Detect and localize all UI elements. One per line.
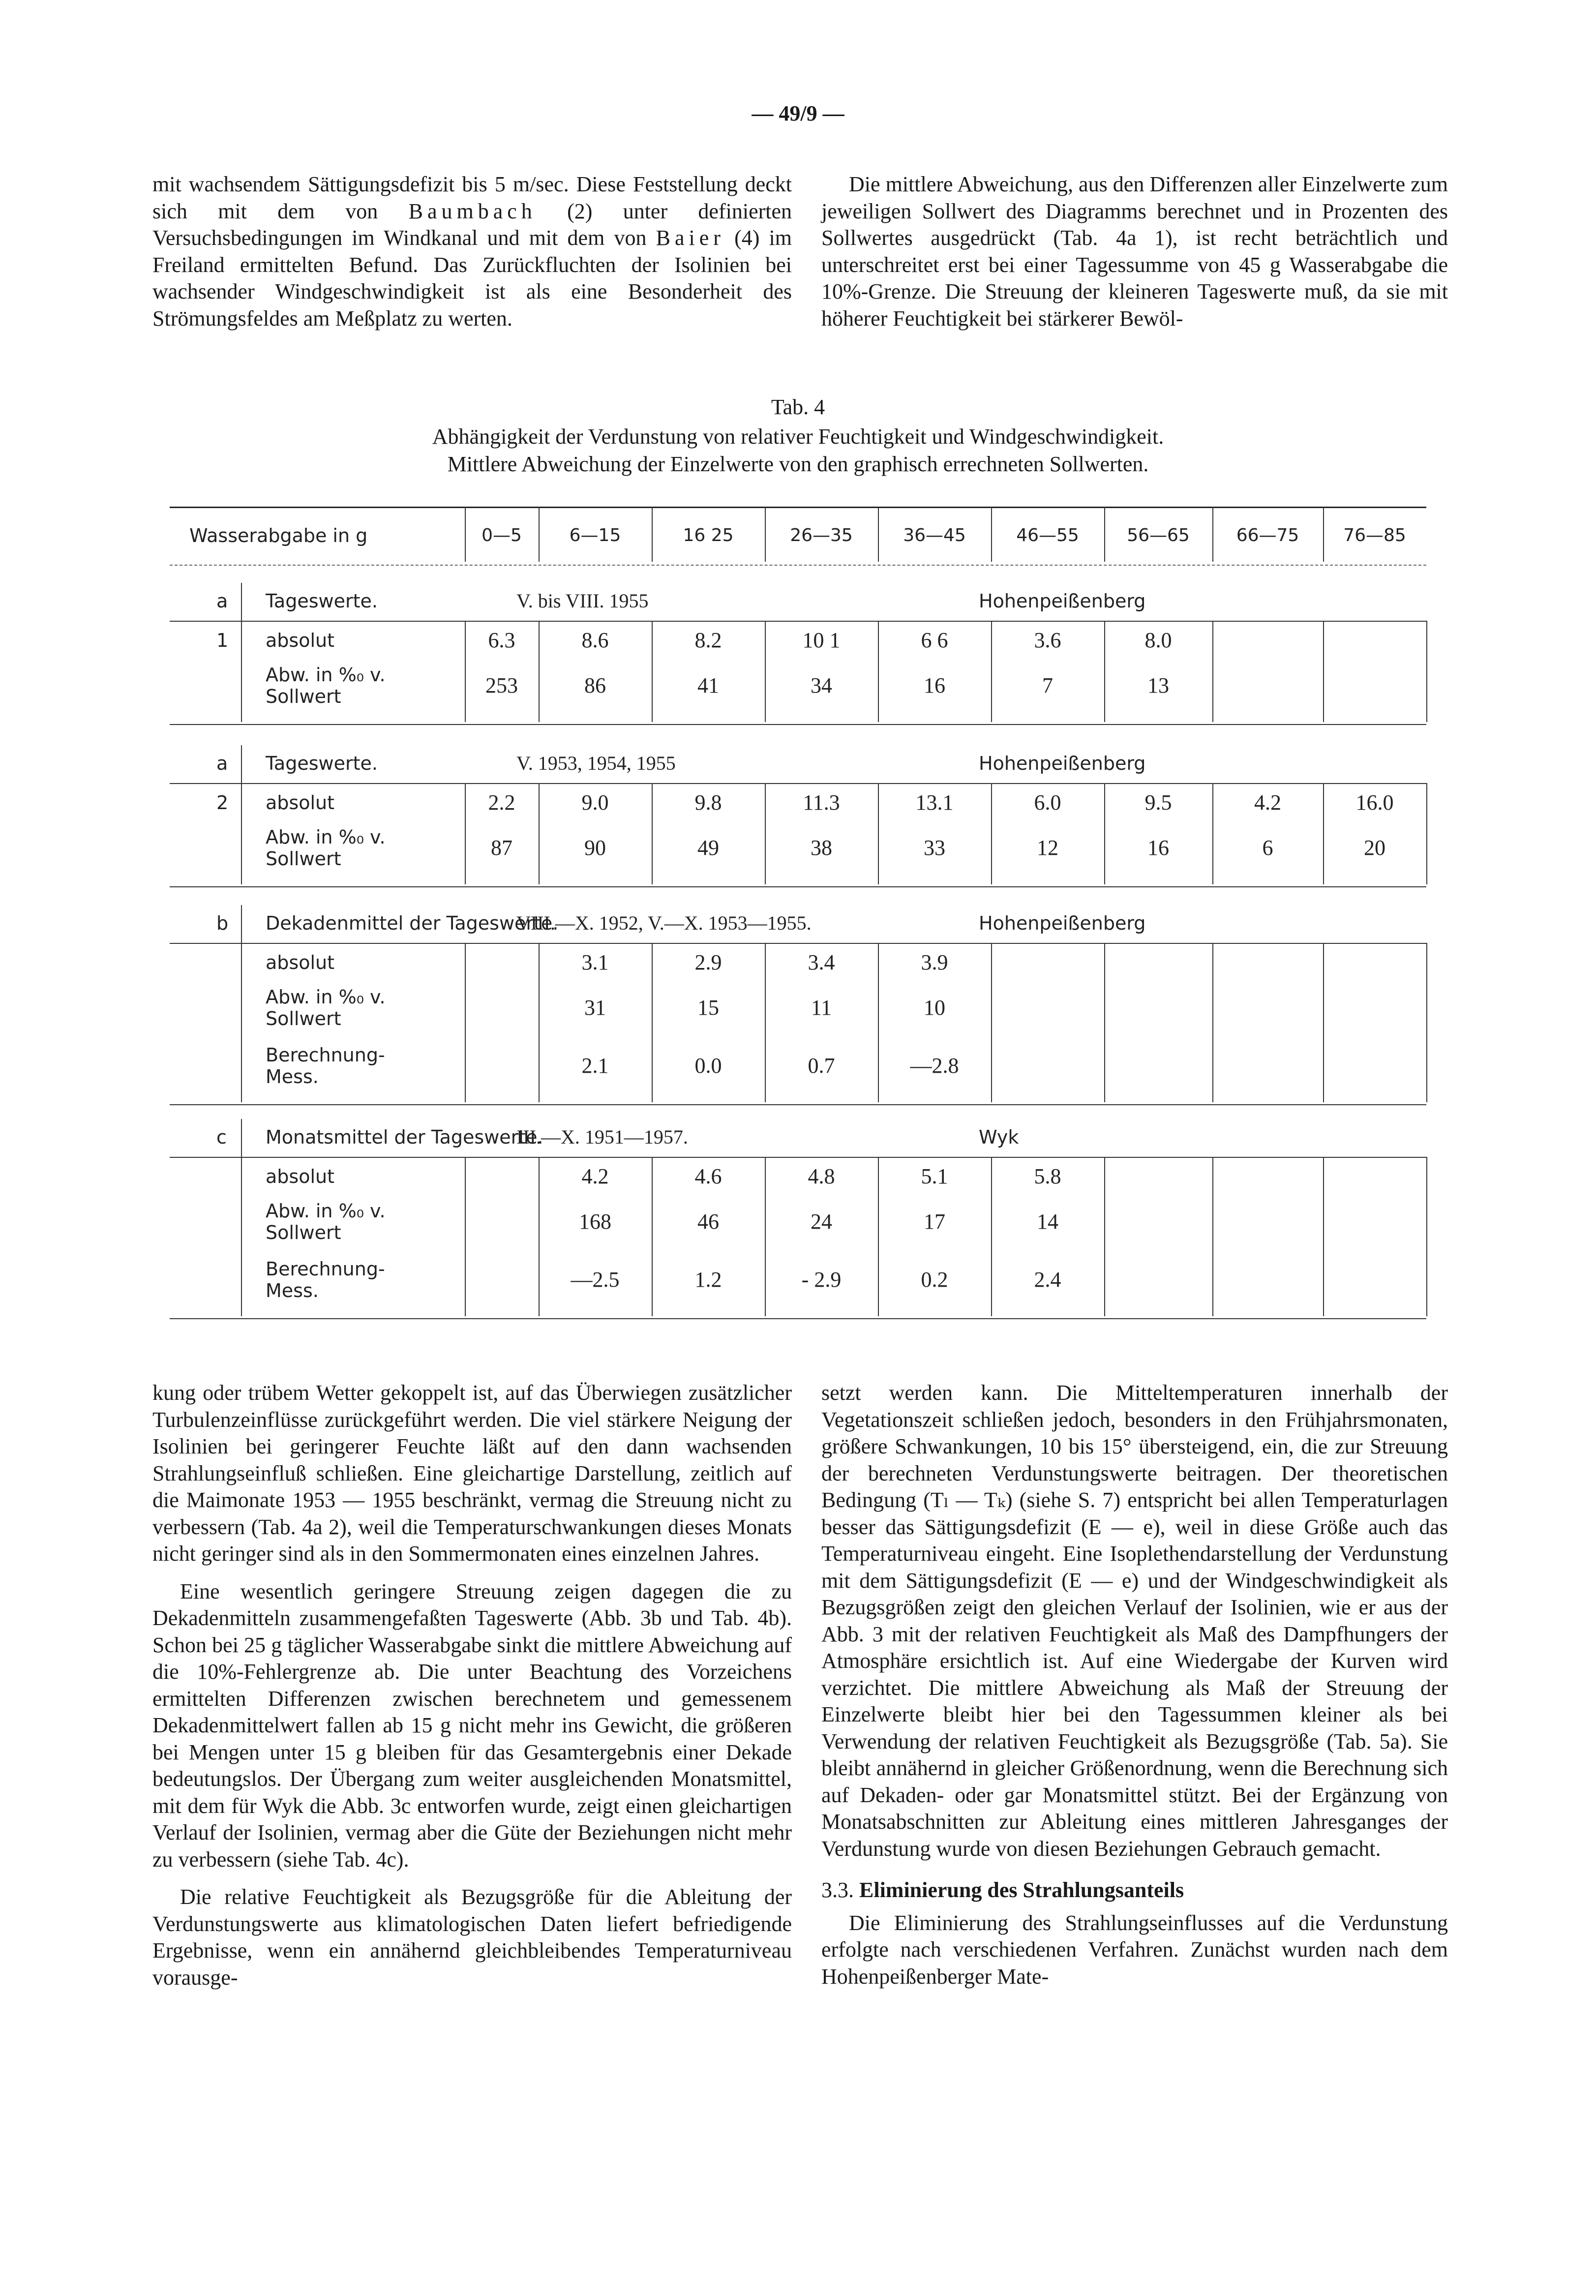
text-column-bottom-right — [821, 1380, 1448, 1990]
column-divider — [1323, 1157, 1324, 1316]
section-title: Tageswerte. — [266, 590, 378, 612]
column-divider — [1212, 507, 1213, 562]
row-label: absolut — [266, 630, 334, 651]
table-cell: 9.0 — [581, 790, 609, 815]
column-divider — [765, 783, 766, 884]
label-divider — [241, 905, 242, 1102]
table-cell: 17 — [924, 1209, 945, 1234]
table-cell: 4.2 — [581, 1164, 609, 1188]
table-cell: 24 — [811, 1209, 832, 1234]
section-rule — [170, 621, 1426, 622]
table-cell: 2.2 — [488, 790, 515, 815]
table-cell: 16 — [1147, 836, 1169, 860]
table-cell: 5.8 — [1034, 1164, 1061, 1188]
table-cell: 3.9 — [921, 950, 948, 974]
column-header: 66—75 — [1236, 525, 1299, 545]
table-cell: 87 — [491, 836, 512, 860]
table-cell: 20 — [1364, 836, 1385, 860]
column-divider — [991, 943, 992, 1102]
section-bottom-rule — [170, 886, 1426, 887]
table-cell: 2.9 — [694, 950, 722, 974]
column-divider — [1426, 1157, 1427, 1316]
table-cell: 0.7 — [808, 1054, 835, 1078]
column-divider — [1104, 783, 1105, 884]
section-period: III.—X. 1951—1957. — [516, 1126, 688, 1148]
section-rule — [170, 943, 1426, 944]
column-divider — [652, 783, 653, 884]
section-title: Dekadenmittel der Tageswerte. — [266, 912, 559, 934]
column-divider — [878, 621, 879, 722]
row-label: absolut — [266, 952, 334, 973]
table-cell: 6.0 — [1034, 790, 1061, 815]
table-top-rule — [170, 507, 1426, 508]
section-key: a — [216, 753, 228, 774]
column-divider — [991, 507, 992, 562]
paragraph: mit wachsendem Sättigungsdefizit bis 5 m/sec. Diese Feststellung deckt sich mit dem von Baumbach (2) unter definierten Versuchsbedingungen im Windkanal und mit dem von Baier (4) im Freiland ermittelten Befund. Das Zurückfluchten der Isolinien bei wachsender Windgeschwindigkeit ist als eine Besonderheit des Strömungsfeldes am Meßplatz zu werten. — [152, 172, 792, 331]
table-cell: 15 — [697, 996, 719, 1020]
column-header: 56—65 — [1127, 525, 1190, 545]
row-label: absolut — [266, 792, 334, 814]
table-cell: 4.8 — [808, 1164, 835, 1188]
section-key: a — [216, 590, 228, 612]
section-key: c — [216, 1126, 227, 1148]
paragraph: Eine wesentlich geringere Streuung zeigen dagegen die zu Dekadenmitteln zusammengefaßten Tageswerte (Abb. 3b und Tab. 4b). Schon bei 25 g täglicher Wasserabgabe sinkt die mittlere Abweichung auf die 10%-Fehlergrenze ab. Die unter Beachtung des Vorzeichens ermittelten Differenzen zwischen berechnetem und gemessenem Dekadenmittelwert fallen ab 15 g nicht mehr ins Gewicht, die größeren bei Mengen unter 15 g bleiben für das Gesamtergebnis einer Dekade bedeutungslos. Der Übergang zum weiter ausgleichenden Monatsmittel, mit dem für Wyk die Abb. 3c entworfen wurde, zeigt einen gleichartigen Verlauf der Isolinien, vermag aber die Güte der Beziehungen nicht mehr zu verbessern (siehe Tab. 4c). — [152, 1579, 792, 1872]
section-period: VIII.—X. 1952, V.—X. 1953—1955. — [516, 912, 812, 934]
column-divider — [878, 943, 879, 1102]
section-title: Monatsmittel der Tageswerte. — [266, 1126, 543, 1148]
table-cell: 11 — [811, 996, 832, 1020]
table-cell: —2.8 — [910, 1054, 959, 1078]
table-cell: 9.8 — [694, 790, 722, 815]
paragraph: setzt werden kann. Die Mitteltemperaturen innerhalb der Vegetationszeit schließen jedoch, besonders in den Frühjahrsmonaten, größere Schwankungen, 10 bis 15° übersteigend, ein, die zur Streuung der berechneten Verdunstungswerte beitragen. Der theoretischen Bedingung (Tₗ — Tₖ) (siehe S. 7) entspricht bei allen Temperaturlagen besser das Sättigungsdefizit (E — e), weil in diese Größe auch das Temperaturniveau eingeht. Eine Isoplethendarstellung der Verdunstung mit dem Sättigungsdefizit (E — e) und der Windgeschwindigkeit als Bezugsgrößen zeigt den gleichen Verlauf der Isolinien, wie er aus der Abb. 3 mit der relativen Feuchtigkeit als Maß des Dampfhungers der Atmosphäre ersichtlich ist. Auf eine Wiedergabe der Kurven wird verzichtet. Die mittlere Abweichung als Maß der Streuung der Einzelwerte bleibt hier bei den Tagessummen kleiner als bei Verwendung der relativen Feuchtigkeit als Bezugsgröße (Tab. 5a). Sie bleibt annähernd in gleicher Größenordnung, wenn die Berechnung sich auf Dekaden- oder gar Monatsmittel stützt. Bei der Ergänzung von Monatsabschnitten zur Ableitung eines mittleren Jahresganges der Verdunstung wurde von diesen Beziehungen Gebrauch gemacht. — [821, 1381, 1448, 1861]
table-cell: 86 — [584, 673, 606, 697]
row-label: Berechnung- — [266, 1258, 385, 1280]
table-cell: 0.2 — [921, 1268, 948, 1292]
row-label-line-2: Sollwert — [266, 686, 341, 707]
table-cell: 7 — [1042, 673, 1053, 697]
row-label: Abw. in %₀ v. — [266, 1200, 386, 1222]
table-cell: 3.4 — [808, 950, 835, 974]
column-divider — [991, 783, 992, 884]
header-rule — [170, 565, 1426, 566]
column-divider — [765, 621, 766, 722]
table-cell: - 2.9 — [801, 1268, 842, 1292]
row-label-line-2: Sollwert — [266, 1222, 341, 1243]
column-divider — [1426, 943, 1427, 1102]
column-divider — [652, 507, 653, 562]
row-label-line-2: Mess. — [266, 1280, 319, 1301]
column-divider — [465, 507, 466, 562]
row-label-line-2: Mess. — [266, 1066, 319, 1088]
section-period: V. bis VIII. 1955 — [516, 590, 649, 612]
column-divider — [1323, 943, 1324, 1102]
table-cell: 5.1 — [921, 1164, 948, 1188]
table-cell: 34 — [811, 673, 832, 697]
column-divider — [991, 1157, 992, 1316]
column-header: 26—35 — [790, 525, 853, 545]
section-rule — [170, 783, 1426, 784]
section-key: b — [216, 912, 229, 934]
table-cell: 33 — [924, 836, 945, 860]
column-header: 6—15 — [569, 525, 621, 545]
table-cell: 90 — [584, 836, 606, 860]
column-divider — [652, 943, 653, 1102]
label-divider — [241, 583, 242, 722]
table-cell: 31 — [584, 996, 606, 1020]
table-cell: 49 — [697, 836, 719, 860]
section-bottom-rule — [170, 1318, 1426, 1319]
table-cell: 3.1 — [581, 950, 609, 974]
table-cell: —2.5 — [571, 1268, 620, 1292]
table-title-line-1: Abhängigkeit der Verdunstung von relativer Feuchtigkeit und Windgeschwindigkeit. — [432, 424, 1164, 449]
table-cell: 6 — [1262, 836, 1273, 860]
text-column-top-left — [152, 171, 792, 332]
row-label-line-2: Sollwert — [266, 1008, 341, 1029]
column-divider — [1212, 943, 1213, 1102]
table-cell: 10 — [924, 996, 945, 1020]
column-divider — [539, 1157, 540, 1316]
column-divider — [1323, 621, 1324, 722]
column-divider — [1323, 783, 1324, 884]
section-number: 2 — [216, 792, 229, 814]
column-divider — [765, 507, 766, 562]
column-divider — [465, 1157, 466, 1316]
table-cell: 8.6 — [581, 628, 609, 652]
column-header: 36—45 — [903, 525, 966, 545]
table-cell: 16 — [924, 673, 945, 697]
table-cell: 8.0 — [1144, 628, 1172, 652]
section-bottom-rule — [170, 1104, 1426, 1105]
table-cell: 6.3 — [488, 628, 515, 652]
table-cell: 11.3 — [803, 790, 840, 815]
column-divider — [878, 783, 879, 884]
table-cell: 2.4 — [1034, 1268, 1061, 1292]
table-cell: 6 6 — [921, 628, 948, 652]
table-cell: 46 — [697, 1209, 719, 1234]
section-period: V. 1953, 1954, 1955 — [516, 752, 676, 774]
row-label: Abw. in %₀ v. — [266, 826, 386, 848]
row-label-line-2: Sollwert — [266, 848, 341, 870]
column-divider — [1426, 621, 1427, 722]
table-cell: 13.1 — [915, 790, 954, 815]
column-divider — [1104, 621, 1105, 722]
column-header: 16 25 — [683, 525, 734, 545]
table-cell: 1.2 — [694, 1268, 722, 1292]
column-divider — [991, 621, 992, 722]
column-divider — [1426, 783, 1427, 884]
table-cell: 2.1 — [581, 1054, 609, 1078]
text-column-top-right — [821, 171, 1448, 332]
column-divider — [1104, 943, 1105, 1102]
table-cell: 3.6 — [1034, 628, 1061, 652]
label-divider — [241, 1119, 242, 1316]
column-divider — [878, 507, 879, 562]
column-divider — [465, 943, 466, 1102]
table-cell: 16.0 — [1355, 790, 1394, 815]
section-place: Hohenpeißenberg — [979, 912, 1146, 934]
row-label: Abw. in %₀ v. — [266, 664, 386, 686]
table-cell: 12 — [1037, 836, 1058, 860]
author-name: Baier — [656, 226, 725, 250]
column-divider — [878, 1157, 879, 1316]
table-cell: 13 — [1147, 673, 1169, 697]
column-divider — [1104, 1157, 1105, 1316]
author-name: Baumbach — [408, 199, 537, 223]
table-cell: 0.0 — [694, 1054, 722, 1078]
table-cell: 253 — [485, 673, 518, 697]
column-divider — [652, 1157, 653, 1316]
table-cell: 168 — [579, 1209, 611, 1234]
column-header: 76—85 — [1343, 525, 1406, 545]
table-cell: 14 — [1037, 1209, 1058, 1234]
row-label: Berechnung- — [266, 1044, 385, 1066]
section-place: Wyk — [979, 1126, 1019, 1148]
paragraph: Die relative Feuchtigkeit als Bezugsgröße für die Ableitung der Verdunstungswerte aus klimatologischen Daten liefert befriedigende Ergebnisse, wenn ein annähernd gleichbleibendes Temperaturniveau vorausge- — [152, 1885, 792, 1990]
column-header: 0—5 — [482, 525, 522, 545]
row-label: Abw. in %₀ v. — [266, 986, 386, 1008]
label-divider — [241, 745, 242, 884]
section-title: Tageswerte. — [266, 753, 378, 774]
table-label: Tab. 4 — [771, 395, 825, 419]
table-title-line-2: Mittlere Abweichung der Einzelwerte von den graphisch errechneten Sollwerten. — [447, 452, 1149, 476]
table-cell: 10 1 — [802, 628, 841, 652]
column-divider — [1212, 783, 1213, 884]
column-divider — [1104, 507, 1105, 562]
column-header: 46—55 — [1016, 525, 1079, 545]
paragraph: Die Eliminierung des Strahlungseinflusses auf die Verdunstung erfolgte nach verschiedenen Verfahren. Zunächst wurden nach dem Hohenpeißenberger Mate- — [821, 1910, 1448, 1989]
column-divider — [765, 1157, 766, 1316]
table-cell: 9.5 — [1144, 790, 1172, 815]
table-cell: 41 — [697, 673, 719, 697]
column-divider — [1323, 507, 1324, 562]
column-divider — [1212, 621, 1213, 722]
column-divider — [765, 943, 766, 1102]
section-place: Hohenpeißenberg — [979, 753, 1146, 774]
column-divider — [539, 507, 540, 562]
section-bottom-rule — [170, 724, 1426, 725]
column-divider — [1212, 1157, 1213, 1316]
column-divider — [539, 943, 540, 1102]
paragraph: kung oder trübem Wetter gekoppelt ist, auf das Überwiegen zusätzlicher Turbulenzeinflüsse zurückgeführt werden. Die viel stärkere Neigung der Isolinien bei geringerer Feuchte läßt auf den dann wachsenden Strahlungseinfluß schließen. Eine gleichartige Darstellung, zeitlich auf die Maimonate 1953 — 1955 beschränkt, vermag die Streuung nicht zu verbessern (Tab. 4a 2), weil die Temperaturschwankungen dieses Monats nicht geringer sind als in den Sommermonaten eines einzelnen Jahres. — [152, 1381, 792, 1566]
column-divider — [652, 621, 653, 722]
paragraph: Die mittlere Abweichung, aus den Differenzen aller Einzelwerte zum jeweiligen Sollwert des Diagramms berechnet und in Prozenten des Sollwertes ausgedrückt (Tab. 4a 1), ist recht beträchtlich und unterschreitet erst bei einer Tagessumme von 45 g Wasserabgabe die 10%-Grenze. Die Streuung der kleineren Tageswerte muß, da sie mit höherer Feuchtigkeit bei stärkerer Bewöl- — [821, 172, 1448, 331]
table-cell: 4.2 — [1254, 790, 1281, 815]
section-heading: 3.3. Eliminierung des Strahlungsanteils — [821, 1878, 1184, 1902]
row-label: absolut — [266, 1166, 334, 1187]
text-column-bottom-left — [152, 1380, 792, 1991]
table-cell: 38 — [811, 836, 832, 860]
table-cell: 8.2 — [694, 628, 722, 652]
section-number: 1 — [216, 630, 229, 651]
section-place: Hohenpeißenberg — [979, 590, 1146, 612]
section-rule — [170, 1157, 1426, 1158]
table-cell: 4.6 — [694, 1164, 722, 1188]
page-number: — 49/9 — — [752, 101, 844, 125]
column-header-label: Wasserabgabe in g — [189, 525, 368, 546]
